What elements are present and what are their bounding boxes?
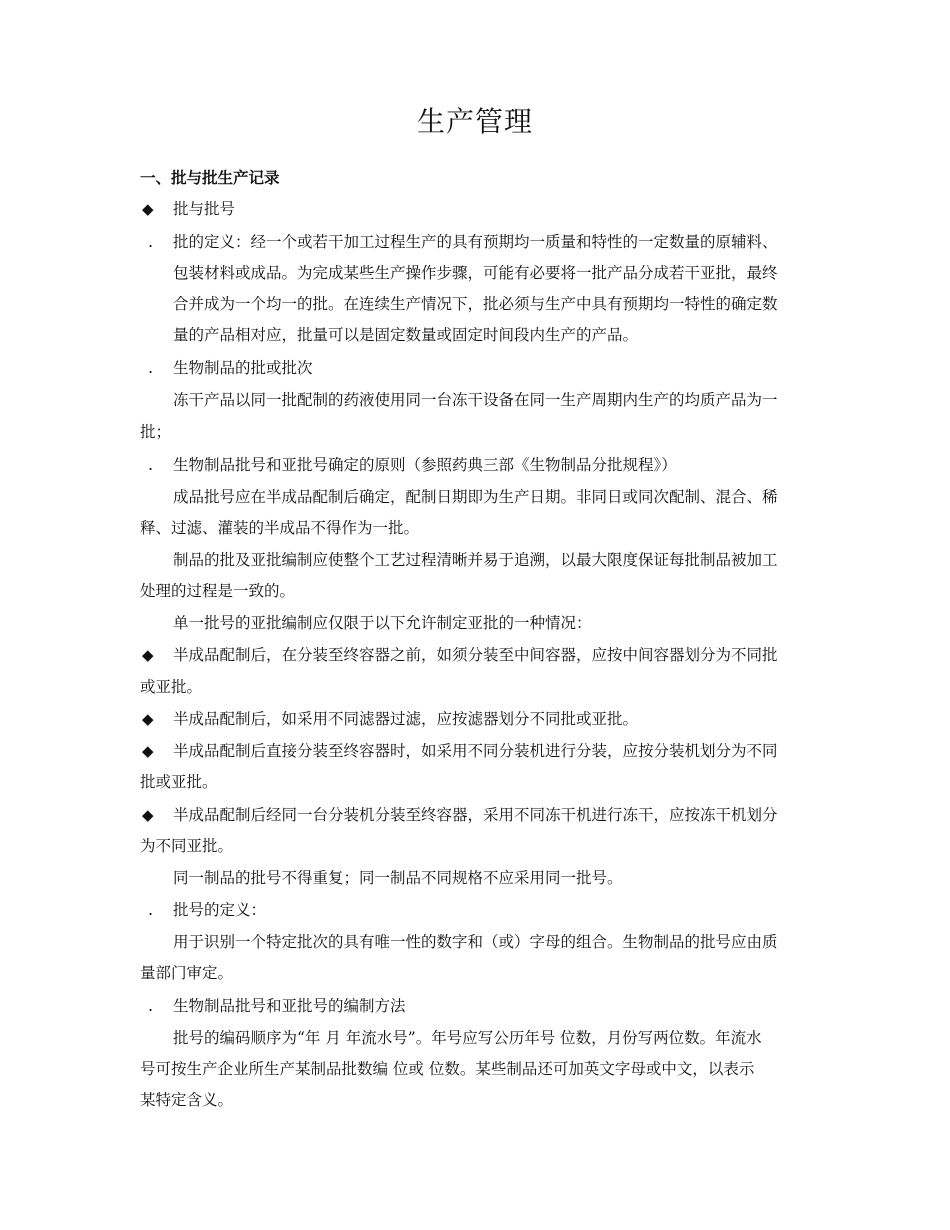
paragraph-line: 批； bbox=[140, 423, 172, 441]
bullet-icon: ◆ bbox=[142, 646, 154, 664]
bullet-line: 或亚批。 bbox=[140, 678, 203, 696]
bullet-icon: ◆ bbox=[142, 200, 154, 218]
bullet-icon: ◆ bbox=[142, 806, 154, 824]
bullet-line: 为不同亚批。 bbox=[140, 837, 234, 855]
paragraph-line: 同一制品的批号不得重复；同一制品不同规格不应采用同一批号。 bbox=[173, 869, 623, 887]
paragraph-line: 处理的过程是一致的。 bbox=[140, 582, 296, 600]
paragraph-line: 单一批号的亚批编制应仅限于以下允许制定亚批的一种情况： bbox=[173, 614, 592, 632]
subheading-lot-def: 批号的定义： bbox=[173, 901, 267, 919]
list-dot: . bbox=[148, 996, 154, 1015]
list-dot: . bbox=[148, 232, 154, 251]
subheading-principle: 生物制品批号和亚批号确定的原则（参照药典三部《生物制品分批规程》） bbox=[173, 456, 677, 474]
bullet-line: 半成品配制后，在分装至终容器之前，如须分装至中间容器，应按中间容器划分为不同批 bbox=[173, 646, 778, 664]
subheading-method: 生物制品批号和亚批号的编制方法 bbox=[173, 997, 406, 1015]
paragraph-line: 批号的编码顺序为“年 月 年流水号”。年号应写公历年号 位数，月份写两位数。年流水 bbox=[173, 1029, 762, 1047]
paragraph-line: 某特定含义。 bbox=[140, 1091, 234, 1109]
paragraph-line: 包装材料或成品。为完成某些生产操作步骤，可能有必要将一批产品分成若干亚批，最终 bbox=[173, 264, 778, 282]
paragraph-line: 成品批号应在半成品配制后确定，配制日期即为生产日期。非同日或同次配制、混合、稀 bbox=[173, 488, 778, 506]
paragraph-line: 合并成为一个均一的批。在连续生产情况下，批必须与生产中具有预期均一特性的确定数 bbox=[173, 295, 778, 313]
bullet-icon: ◆ bbox=[142, 710, 154, 728]
bullet-icon: ◆ bbox=[142, 742, 154, 760]
paragraph-line: 用于识别一个特定批次的具有唯一性的数字和（或）字母的组合。生物制品的批号应由质 bbox=[173, 933, 778, 951]
bullet-line: 半成品配制后经同一台分装机分装至终容器，采用不同冻干机进行冻干，应按冻干机划分 bbox=[173, 806, 778, 824]
list-dot: . bbox=[148, 900, 154, 919]
paragraph-line: 批的定义：经一个或若干加工过程生产的具有预期均一质量和特性的一定数量的原辅料、 bbox=[173, 233, 778, 251]
bullet-line: 半成品配制后，如采用不同滤器过滤，应按滤器划分不同批或亚批。 bbox=[173, 710, 639, 728]
paragraph-line: 释、过滤、灌装的半成品不得作为一批。 bbox=[140, 519, 420, 537]
page-title: 生产管理 bbox=[416, 105, 533, 138]
subheading-batch: 批与批号 bbox=[173, 200, 236, 218]
paragraph-line: 冻干产品以同一批配制的药液使用同一台冻干设备在同一生产周期内生产的均质产品为一 bbox=[173, 391, 778, 409]
section-heading: 一、批与批生产记录 bbox=[140, 169, 280, 187]
paragraph-line: 制品的批及亚批编制应使整个工艺过程清晰并易于追溯，以最大限度保证每批制品被加工 bbox=[173, 551, 778, 569]
bullet-line: 半成品配制后直接分装至终容器时，如采用不同分装机进行分装，应按分装机划分为不同 bbox=[173, 742, 778, 760]
bullet-line: 批或亚批。 bbox=[140, 773, 218, 791]
paragraph-line: 量部门审定。 bbox=[140, 964, 234, 982]
paragraph-line: 号可按生产企业所生产某制品批数编 位或 位数。某些制品还可加英文字母或中文，以表示 bbox=[140, 1060, 755, 1078]
paragraph-line: 量的产品相对应，批量可以是固定数量或固定时间段内生产的产品。 bbox=[173, 326, 639, 344]
list-dot: . bbox=[148, 455, 154, 474]
list-dot: . bbox=[148, 358, 154, 377]
subheading-bio-batch: 生物制品的批或批次 bbox=[173, 359, 313, 377]
